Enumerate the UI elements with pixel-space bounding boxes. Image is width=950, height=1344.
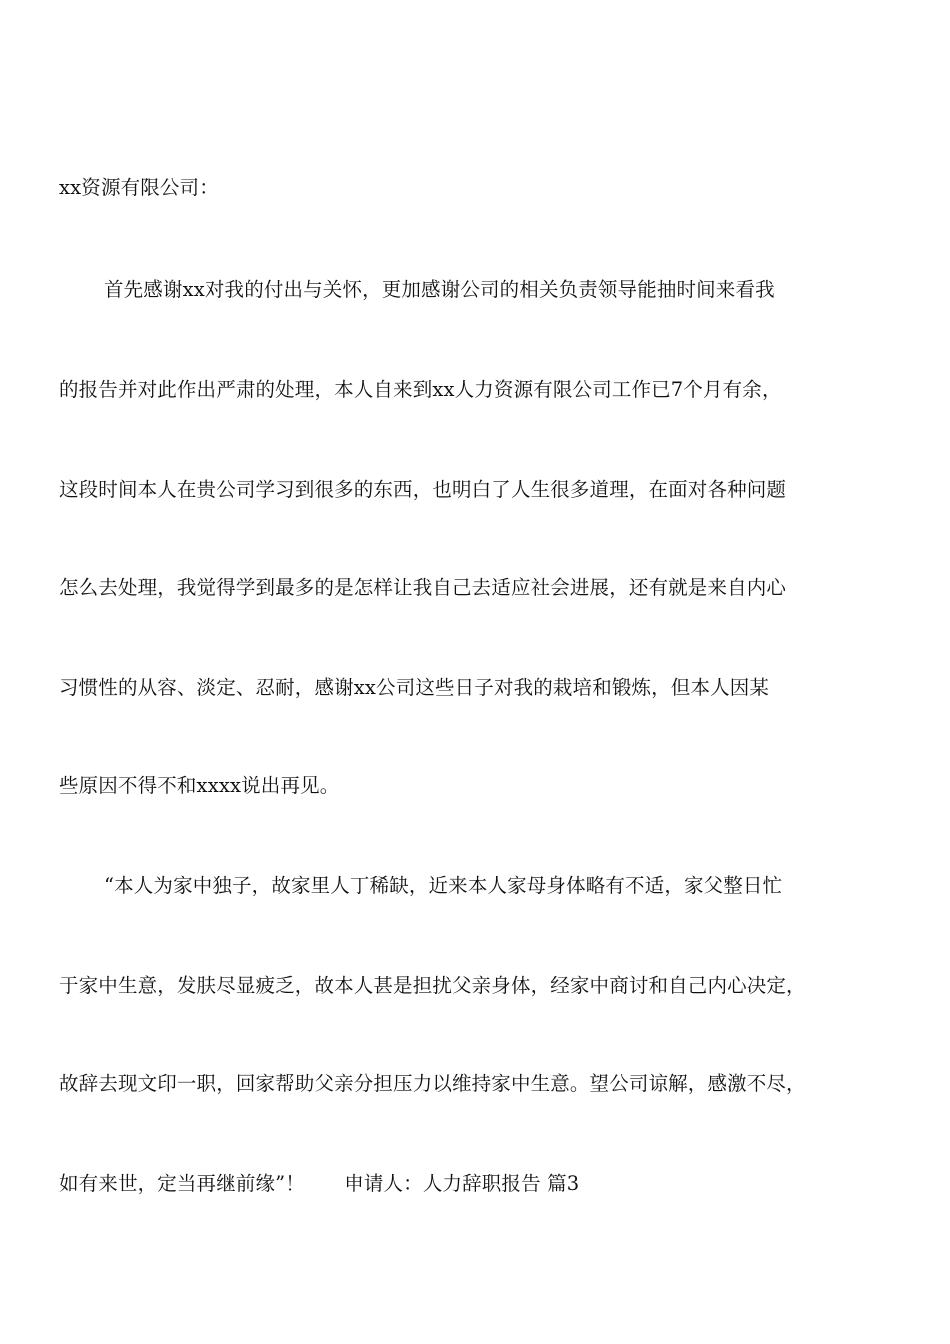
salutation: xx资源有限公司： xyxy=(59,176,219,199)
paragraph-2-line-1: “本人为家中独子，故家里人丁稀缺，近来本人家母身体略有不适，家父整日忙 xyxy=(104,874,783,897)
paragraph-1-line-1: 首先感谢xx对我的付出与关怀，更加感谢公司的相关负责领导能抽时间来看我 xyxy=(104,278,775,301)
paragraph-2-line-4: 如有来世，定当再继前缘”！ 申请人：人力辞职报告 篇3 xyxy=(59,1172,580,1195)
paragraph-1-line-5: 习惯性的从容、淡定、忍耐，感谢xx公司这些日子对我的栽培和锻炼，但本人因某 xyxy=(59,676,770,699)
paragraph-2-line-2: 于家中生意，发肤尽显疲乏，故本人甚是担扰父亲身体，经家中商讨和自己内心决定， xyxy=(59,974,806,997)
paragraph-1-line-6: 些原因不得不和xxxx说出再见。 xyxy=(59,774,340,797)
paragraph-1-line-2: 的报告并对此作出严肃的处理，本人自来到xx人力资源有限公司工作已7个月有余， xyxy=(59,378,782,401)
paragraph-1-line-4: 怎么去处理，我觉得学到最多的是怎样让我自己去适应社会进展，还有就是来自内心 xyxy=(59,576,787,599)
paragraph-1-line-3: 这段时间本人在贵公司学习到很多的东西，也明白了人生很多道理，在面对各种问题 xyxy=(59,478,787,501)
paragraph-2-line-3: 故辞去现文印一职，回家帮助父亲分担压力以维持家中生意。望公司谅解，感激不尽， xyxy=(59,1072,806,1095)
